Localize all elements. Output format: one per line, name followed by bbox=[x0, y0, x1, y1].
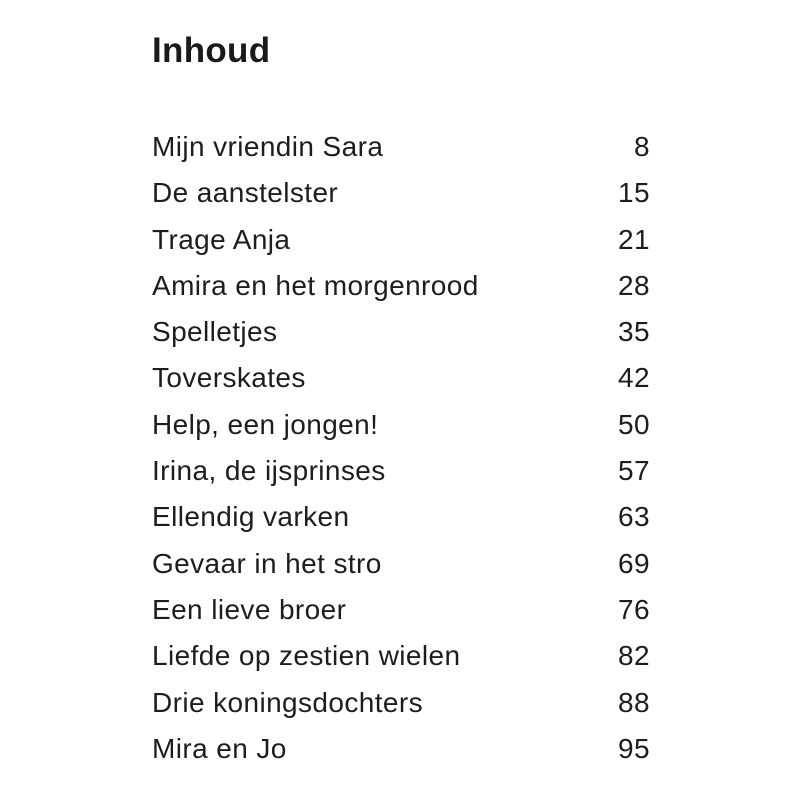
toc-entry-page: 28 bbox=[618, 269, 650, 301]
toc-entry-page: 21 bbox=[618, 223, 650, 255]
toc-entry-title: Mijn vriendin Sara bbox=[152, 131, 384, 162]
toc-entry-page: 88 bbox=[618, 686, 650, 718]
toc-entry-page: 15 bbox=[618, 177, 650, 209]
toc-entry-page: 8 bbox=[634, 131, 650, 162]
toc-entry-page: 76 bbox=[618, 593, 650, 625]
toc-entry bbox=[152, 217, 650, 263]
toc-entry-page: 69 bbox=[618, 547, 650, 579]
toc-entry-title: Gevaar in het stro bbox=[152, 547, 382, 579]
toc-entry bbox=[152, 726, 650, 772]
toc-entry bbox=[152, 587, 650, 633]
page-title: Inhoud bbox=[152, 31, 271, 70]
toc-entry-title: Een lieve broer bbox=[152, 593, 347, 625]
toc-entry-page: 82 bbox=[618, 640, 650, 672]
toc-entry-page: 35 bbox=[618, 316, 650, 348]
toc-entry bbox=[152, 680, 650, 726]
toc-list bbox=[152, 124, 650, 772]
toc-entry bbox=[152, 541, 650, 587]
toc-entry bbox=[152, 402, 650, 448]
toc-entry bbox=[152, 633, 650, 679]
toc-entry-page: 63 bbox=[618, 501, 650, 533]
toc-entry bbox=[152, 448, 650, 494]
toc-entry bbox=[152, 494, 650, 540]
toc-entry-title: Ellendig varken bbox=[152, 501, 350, 533]
toc-entry bbox=[152, 170, 650, 216]
toc-entry-page: 57 bbox=[618, 455, 650, 487]
toc-entry-page: 95 bbox=[618, 732, 650, 764]
toc-entry-title: Spelletjes bbox=[152, 316, 278, 348]
toc-entry-title: De aanstelster bbox=[152, 177, 339, 209]
toc-entry bbox=[152, 355, 650, 401]
toc-entry-title: Liefde op zestien wielen bbox=[152, 640, 461, 672]
toc-entry-title: Mira en Jo bbox=[152, 732, 287, 764]
toc-entry bbox=[152, 309, 650, 355]
toc-entry-page: 50 bbox=[618, 408, 650, 440]
toc-entry-title: Trage Anja bbox=[152, 223, 291, 255]
toc-entry bbox=[152, 263, 650, 309]
toc-entry-title: Toverskates bbox=[152, 362, 306, 394]
toc-entry bbox=[152, 124, 650, 170]
toc-entry-page: 42 bbox=[618, 362, 650, 394]
toc-entry-title: Irina, de ijsprinses bbox=[152, 455, 386, 487]
toc-entry-title: Help, een jongen! bbox=[152, 408, 379, 440]
toc-entry-title: Drie koningsdochters bbox=[152, 686, 424, 718]
toc-entry-title: Amira en het morgenrood bbox=[152, 269, 479, 301]
